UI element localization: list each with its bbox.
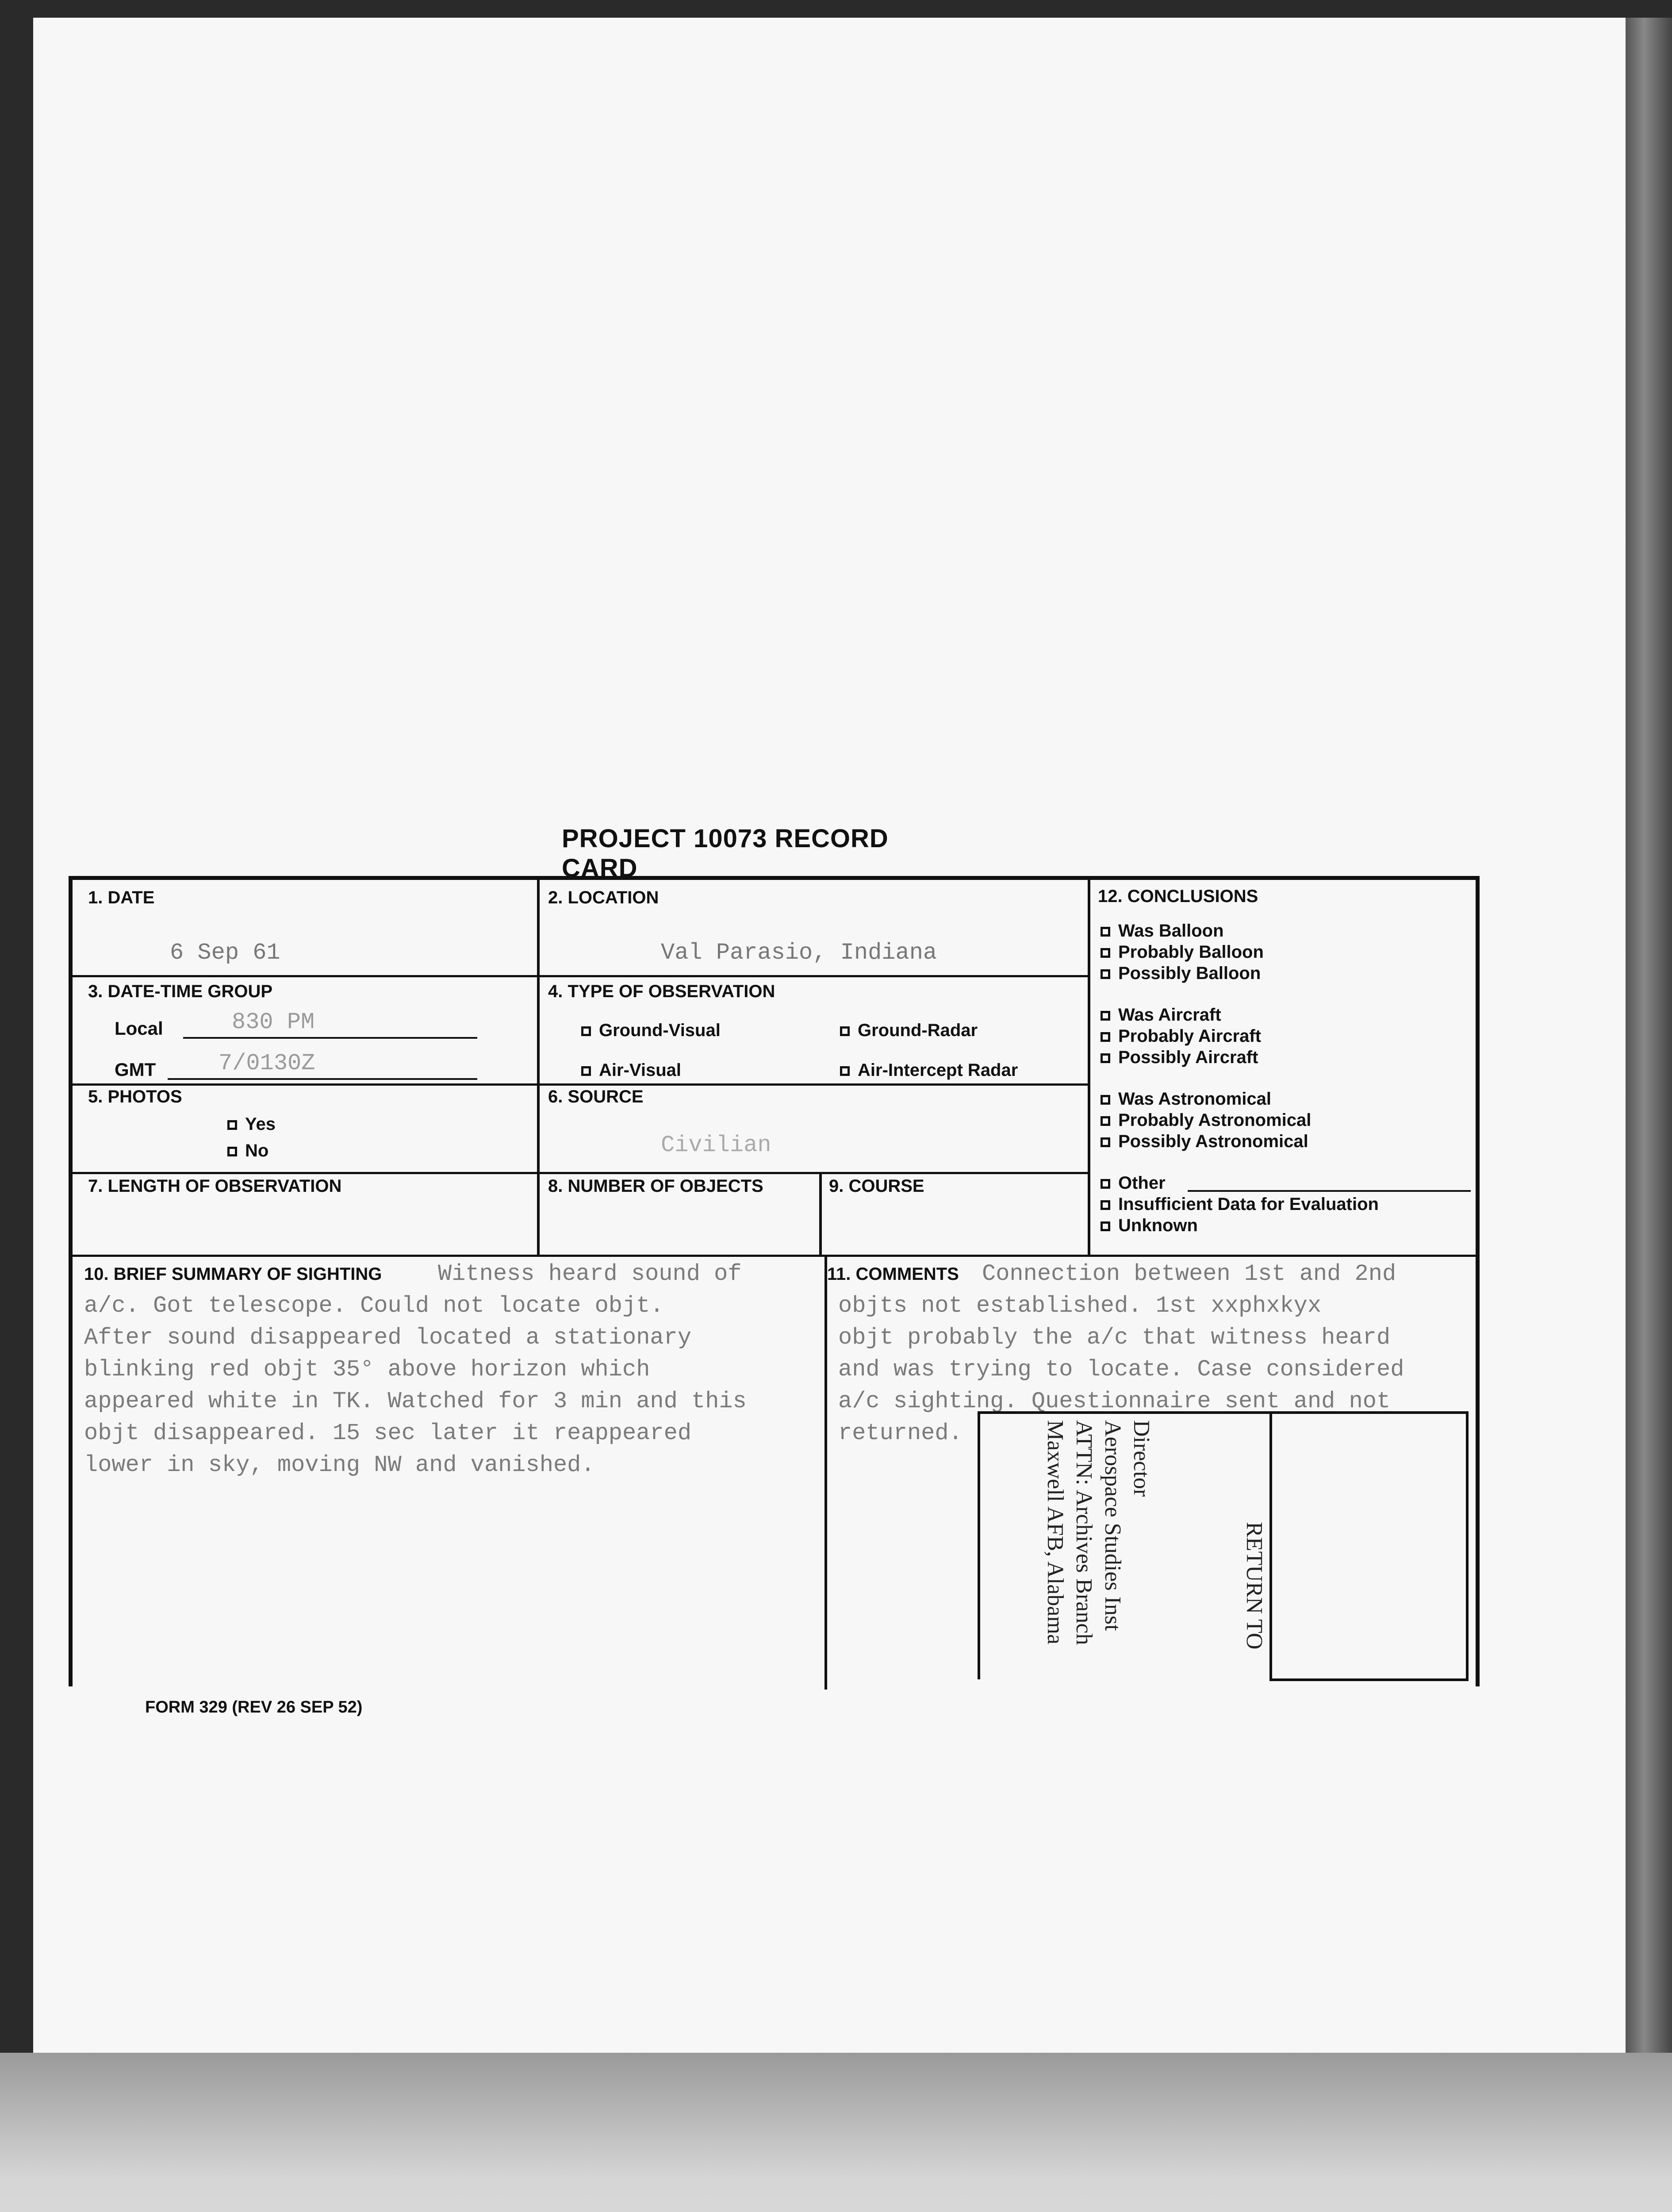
- comments-line: and was trying to locate. Case considered: [838, 1356, 1404, 1382]
- checkbox-icon: [1101, 1032, 1110, 1042]
- conclusion-possibly-balloon: Possibly Balloon: [1101, 964, 1261, 983]
- source-label: 6. SOURCE: [548, 1087, 644, 1106]
- comments-line: objt probably the a/c that witness heard: [838, 1325, 1391, 1351]
- summary-line: Witness heard sound of: [438, 1261, 742, 1287]
- summary-line: objt disappeared. 15 sec later it reappeared: [84, 1420, 692, 1446]
- scan-background: [0, 2053, 1672, 2212]
- checkbox-icon: [1101, 1011, 1110, 1021]
- local-underline: [183, 1037, 477, 1039]
- comments-line: returned.: [838, 1420, 963, 1446]
- checkbox-icon: [1101, 1200, 1110, 1210]
- location-value: Val Parasio, Indiana: [661, 940, 937, 966]
- date-time-group-label: 3. DATE-TIME GROUP: [88, 982, 273, 1001]
- conclusion-was-aircraft: Was Aircraft: [1101, 1005, 1221, 1025]
- conclusion-possibly-astronomical: Possibly Astronomical: [1101, 1132, 1308, 1152]
- divider-v1: [537, 880, 540, 1256]
- summary-line: a/c. Got telescope. Could not locate objt.: [84, 1293, 664, 1319]
- divider-v3: [819, 1172, 822, 1256]
- checkbox-icon: [1101, 1095, 1110, 1105]
- divider-v4: [824, 1256, 827, 1690]
- source-value: Civilian: [661, 1132, 771, 1158]
- checkbox-icon: [581, 1066, 591, 1076]
- comments-line: objts not established. 1st xxphxkyx: [838, 1293, 1322, 1319]
- conclusion-probably-aircraft: Probably Aircraft: [1101, 1026, 1261, 1046]
- return-address-stamp: [978, 1411, 1469, 1681]
- local-label: Local: [115, 1018, 163, 1039]
- checkbox-icon: [840, 1066, 850, 1076]
- return-line: ATTN: Archives Branch: [1071, 1420, 1097, 1645]
- summary-line: lower in sky, moving NW and vanished.: [84, 1452, 595, 1478]
- divider-h3: [73, 1172, 1090, 1174]
- checkbox-icon: [227, 1120, 237, 1130]
- local-value: 830 PM: [232, 1009, 315, 1035]
- conclusion-insufficient-data: Insufficient Data for Evaluation: [1101, 1194, 1379, 1214]
- divider-v2: [1088, 880, 1090, 1256]
- conclusion-probably-astronomical: Probably Astronomical: [1101, 1110, 1311, 1130]
- gmt-underline: [168, 1078, 477, 1080]
- divider-h4: [73, 1255, 1479, 1257]
- checkbox-icon: [1101, 1116, 1110, 1126]
- photos-no: No: [227, 1141, 268, 1161]
- checkbox-icon: [1101, 969, 1110, 979]
- checkbox-icon: [581, 1026, 591, 1036]
- return-line: Maxwell AFB, Alabama: [1043, 1420, 1068, 1644]
- return-heading: RETURN TO: [1242, 1522, 1267, 1650]
- checkbox-icon: [1101, 1137, 1110, 1147]
- date-value: 6 Sep 61: [170, 940, 280, 966]
- option-air-visual: Air-Visual: [581, 1060, 681, 1080]
- conclusion-was-astronomical: Was Astronomical: [1101, 1089, 1271, 1109]
- other-underline: [1188, 1190, 1471, 1192]
- conclusion-was-balloon: Was Balloon: [1101, 921, 1224, 941]
- date-label: 1. DATE: [88, 888, 155, 907]
- divider-h1: [73, 975, 1090, 977]
- comments-line: a/c sighting. Questionnaire sent and not: [838, 1388, 1391, 1414]
- conclusion-probably-balloon: Probably Balloon: [1101, 942, 1264, 962]
- divider-h2: [73, 1083, 1090, 1086]
- length-of-observation-label: 7. LENGTH OF OBSERVATION: [88, 1176, 342, 1196]
- option-ground-visual: Ground-Visual: [581, 1021, 721, 1041]
- number-of-objects-label: 8. NUMBER OF OBJECTS: [548, 1176, 763, 1196]
- course-label: 9. COURSE: [829, 1176, 924, 1196]
- type-of-observation-label: 4. TYPE OF OBSERVATION: [548, 982, 775, 1001]
- checkbox-icon: [1101, 948, 1110, 958]
- conclusion-possibly-aircraft: Possibly Aircraft: [1101, 1048, 1258, 1068]
- summary-label: 10. BRIEF SUMMARY OF SIGHTING: [84, 1264, 382, 1284]
- comments-label: 11. COMMENTS: [827, 1264, 959, 1284]
- location-label: 2. LOCATION: [548, 888, 659, 907]
- conclusion-unknown: Unknown: [1101, 1216, 1198, 1236]
- comments-line: Connection between 1st and 2nd: [982, 1261, 1396, 1287]
- return-line: Director: [1129, 1420, 1154, 1497]
- summary-line: blinking red objt 35° above horizon which: [84, 1356, 650, 1382]
- gmt-label: GMT: [115, 1059, 156, 1080]
- checkbox-icon: [1101, 1053, 1110, 1063]
- stamp-box: [1269, 1411, 1469, 1681]
- conclusion-other: Other: [1101, 1173, 1166, 1193]
- photos-label: 5. PHOTOS: [88, 1087, 182, 1106]
- checkbox-icon: [1101, 927, 1110, 937]
- checkbox-icon: [1101, 1221, 1110, 1231]
- checkbox-icon: [227, 1147, 237, 1156]
- checkbox-icon: [1101, 1179, 1110, 1189]
- option-air-intercept-radar: Air-Intercept Radar: [840, 1060, 1018, 1080]
- card-title: PROJECT 10073 RECORD CARD: [562, 824, 889, 883]
- gmt-value: 7/0130Z: [219, 1050, 315, 1076]
- summary-line: appeared white in TK. Watched for 3 min and this: [84, 1388, 747, 1414]
- photos-yes: Yes: [227, 1114, 276, 1134]
- conclusions-label: 12. CONCLUSIONS: [1098, 887, 1258, 906]
- form-number: FORM 329 (REV 26 SEP 52): [145, 1698, 363, 1717]
- summary-line: After sound disappeared located a stationary: [84, 1325, 692, 1351]
- option-ground-radar: Ground-Radar: [840, 1021, 978, 1041]
- checkbox-icon: [840, 1026, 850, 1036]
- return-line: Aerospace Studies Inst: [1100, 1420, 1125, 1631]
- right-edge-shadow: [1626, 18, 1672, 2053]
